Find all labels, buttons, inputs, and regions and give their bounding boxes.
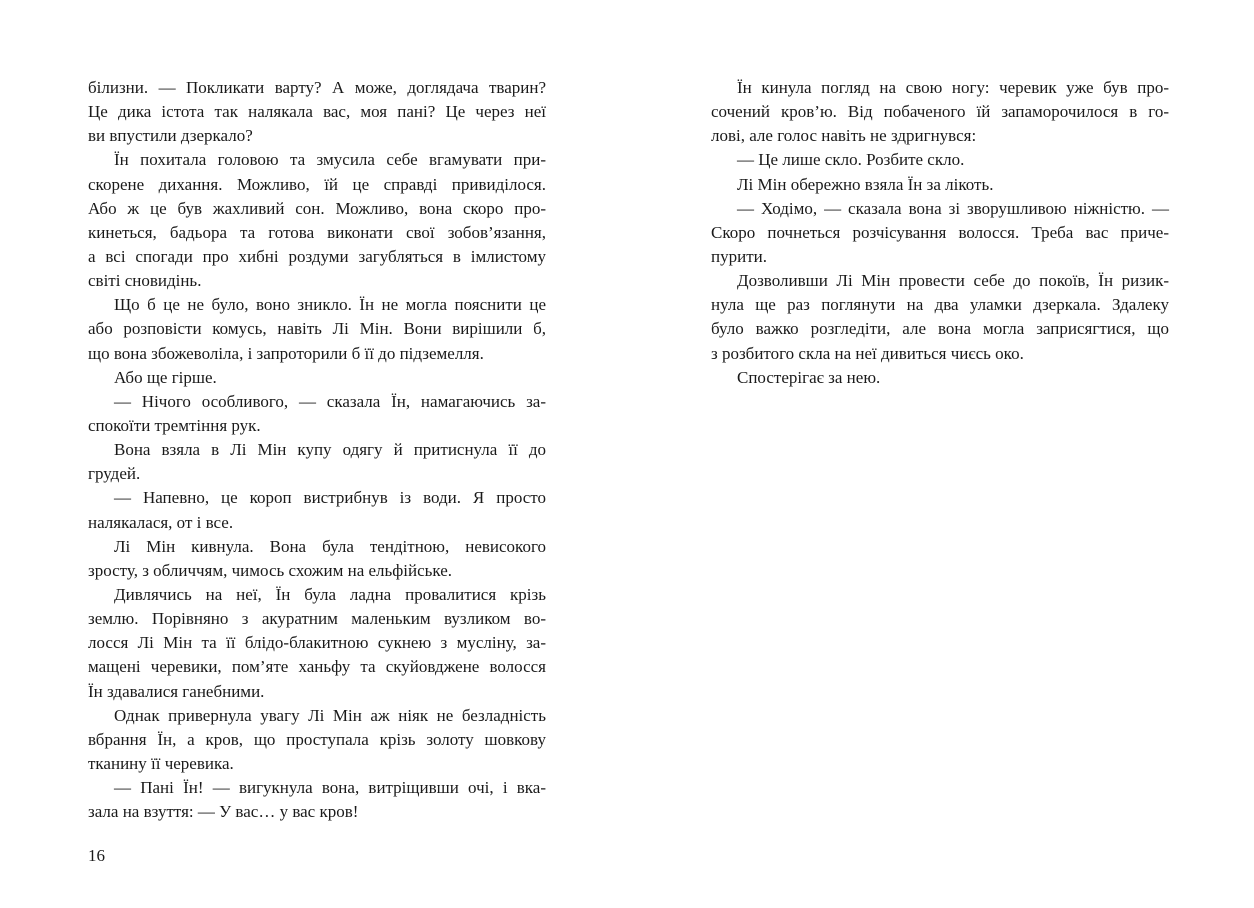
text-line: налякалася, от і все. (88, 512, 234, 532)
text-line: Лі Мін кивнула. Вона була тендітною, невисокого (114, 536, 546, 556)
text-line: землю. Порівняно з акуратним маленьким вузликом во- (88, 609, 546, 629)
text-line: Лі Мін обережно взяла Їн за лікоть. (737, 174, 994, 194)
text-line: — Напевно, це короп вистрибнув із води. Я просто (114, 488, 546, 508)
text-line: Їн здавалися ганебними. (88, 681, 265, 701)
text-line: Їн похитала головою та змусила себе вгамувати при- (114, 150, 546, 170)
text-line: — Це лише скло. Розбите скло. (737, 150, 965, 170)
text-line: Або ж це був жахливий сон. Можливо, вона скоро про- (88, 198, 546, 218)
text-line: білизни. — Покликати варту? А може, доглядача тварин? (88, 78, 546, 97)
text-line: Дозволивши Лі Мін провести себе до покоїв, Їн ризик- (737, 271, 1169, 291)
text-line: мащені черевики, пом’яте ханьфу та скуйовджене волосся (88, 657, 546, 677)
text-line: кинеться, бадьора та готова виконати свої зобов’язання, (88, 222, 546, 242)
text-line: Або ще гірше. (114, 367, 217, 387)
text-line: зросту, з обличчям, чимось схожим на ельфійське. (88, 560, 453, 580)
text-line: з розбитого скла на неї дивиться чиєсь око. (711, 343, 1024, 363)
text-line: Їн кинула погляд на свою ногу: черевик уже був про- (737, 78, 1169, 97)
text-line: що вона збожеволіла, і запроторили б її до підземелля. (88, 343, 484, 363)
left-page (88, 76, 546, 824)
text-line: Вона взяла в Лі Мін купу одягу й притиснула її до (114, 440, 546, 460)
text-line: Однак привернула увагу Лі Мін аж ніяк не безладність (114, 705, 546, 725)
text-line: Спостерігає за нею. (737, 367, 881, 387)
text-line: ви впустили дзеркало? (88, 126, 253, 146)
text-line: було важко розгледіти, але вона могла заприсягтися, що (711, 319, 1169, 339)
text-line: лові, але голос навіть не здригнувся: (711, 126, 977, 146)
text-line: — Пані Їн! — вигукнула вона, витріщивши очі, і вка- (114, 778, 546, 798)
text-line: Це дика істота так налякала вас, моя пані? Це через неї (88, 102, 546, 122)
text-line: Що б це не було, воно зникло. Їн не могла пояснити це (114, 295, 546, 315)
text-line: скорене дихання. Можливо, їй це справді привиділося. (88, 174, 546, 194)
text-line: або розповісти комусь, навіть Лі Мін. Вони вирішили б, (88, 319, 546, 339)
text-line: вбрання Їн, а кров, що проступала крізь золоту шовкову (88, 729, 546, 749)
text-line: Скоро почнеться розчісування волосся. Треба вас приче- (711, 222, 1169, 242)
text-line: світі сновидінь. (88, 271, 202, 291)
text-line: спокоїти тремтіння рук. (88, 415, 261, 435)
text-line: а всі спогади про хибні роздуми загубляться в імлистому (88, 246, 546, 266)
page-number: 16 (88, 846, 105, 865)
text-line: сочений кров’ю. Від побаченого їй запаморочилося в го- (711, 102, 1169, 122)
text-line: — Нічого особливого, — сказала Їн, намагаючись за- (114, 391, 546, 411)
text-line: — Ходімо, — сказала вона зі зворушливою ніжністю. — (737, 198, 1169, 218)
right-page (711, 76, 1169, 390)
text-line: нула ще раз поглянути на два уламки дзеркала. Здалеку (711, 295, 1169, 315)
text-line: тканину її черевика. (88, 753, 234, 773)
text-line: пурити. (711, 246, 767, 266)
text-line: лосся Лі Мін та її блідо-блакитною сукнею з мусліну, за- (88, 633, 546, 653)
text-line: грудей. (88, 464, 141, 484)
text-line: Дивлячись на неї, Їн була ладна провалитися крізь (114, 584, 546, 604)
text-line: зала на взуття: — У вас… у вас кров! (88, 802, 359, 822)
